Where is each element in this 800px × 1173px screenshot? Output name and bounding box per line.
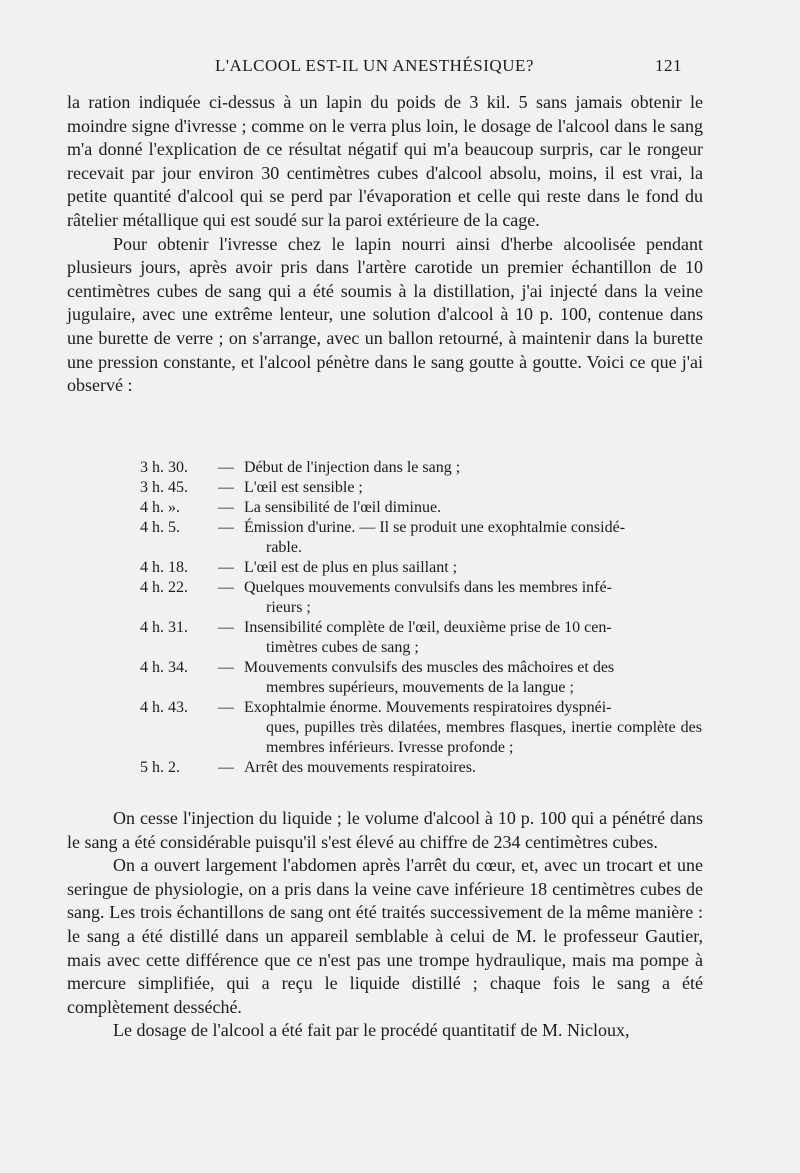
entry-first-line: La sensibilité de l'œil diminue. <box>244 499 442 516</box>
entry-dash: — <box>218 499 234 516</box>
observation-entry <box>140 518 702 558</box>
entry-dash: — <box>218 579 234 596</box>
entry-first-line: Quelques mouvements convulsifs dans les membres infé- <box>244 579 612 596</box>
observation-entry <box>140 658 702 698</box>
entry-continuation: ques, pupilles très dilatées, membres flasques, inertie complète des membres inférieurs. Ivresse profonde ; <box>266 719 702 756</box>
entry-continuation: membres supérieurs, mouvements de la langue ; <box>266 679 574 696</box>
observation-entry <box>140 458 702 478</box>
entry-continuation: timètres cubes de sang ; <box>266 639 419 656</box>
entry-text <box>240 478 702 498</box>
paragraph: Pour obtenir l'ivresse chez le lapin nourri ainsi d'herbe alcoolisée pendant plusieurs jours, après avoir pris dans l'artère carotide un premier échantillon de 10 centimètres cubes de sang qui a été soumis à la distillation, j'ai injecté dans la veine jugulaire, avec une extrême lenteur, une solution d'alcool à 10 p. 100, contenue dans une burette de verre ; on s'arrange, avec un ballon retourné, à maintenir dans la burette une pression constante, et l'alcool pénètre dans le sang goutte à goutte. Voici ce que j'ai observé : <box>67 233 703 396</box>
entry-time: 3 h. 45. <box>140 479 188 496</box>
entry-text <box>240 458 702 478</box>
entry-dash: — <box>218 699 234 716</box>
paragraph: Le dosage de l'alcool a été fait par le procédé quantitatif de M. Nicloux, <box>113 1020 630 1041</box>
entry-text <box>240 658 702 698</box>
entry-first-line: Insensibilité complète de l'œil, deuxième prise de 10 cen- <box>244 619 612 636</box>
observation-entry <box>140 558 702 578</box>
entry-first-line: L'œil est sensible ; <box>244 479 363 496</box>
entry-time: 4 h. 31. <box>140 619 188 636</box>
entry-dash: — <box>218 659 234 676</box>
entry-text <box>240 558 702 578</box>
entry-text <box>240 618 702 658</box>
entry-first-line: Mouvements convulsifs des muscles des mâchoires et des <box>244 659 615 676</box>
entry-continuation: rieurs ; <box>266 599 311 616</box>
entry-time: 3 h. 30. <box>140 459 188 476</box>
paragraph: la ration indiquée ci-dessus à un lapin du poids de 3 kil. 5 sans jamais obtenir le moindre signe d'ivresse ; comme on le verra plus loin, le dosage de l'alcool dans le sang m'a donné l'explication de ce résultat négatif qui m'a beaucoup surpris, car le rongeur recevait par jour environ 30 centimètres cubes d'alcool absolu, moins, il est vrai, la petite quantité d'alcool qui se perd par l'évaporation et celle qui reste dans le fond du râtelier métallique qui est soudé sur la paroi extérieure de la cage. <box>67 92 703 230</box>
entry-dash: — <box>218 459 234 476</box>
entry-time: 4 h. 22. <box>140 579 188 596</box>
entry-first-line: Début de l'injection dans le sang ; <box>244 459 461 476</box>
entry-text <box>240 578 702 618</box>
observation-entry <box>140 498 702 518</box>
entry-time: 4 h. 18. <box>140 559 188 576</box>
entry-first-line: Arrêt des mouvements respiratoires. <box>244 759 476 776</box>
entry-text <box>240 518 702 558</box>
entry-dash: — <box>218 759 234 776</box>
entry-time: 4 h. 43. <box>140 699 188 716</box>
entry-time: 4 h. ». <box>140 499 180 516</box>
top-text-block <box>67 91 703 398</box>
running-title: L'ALCOOL EST-IL UN ANESTHÉSIQUE? <box>215 56 534 75</box>
page-number: 121 <box>655 56 682 75</box>
entry-first-line: Émission d'urine. — Il se produit une exophtalmie considé- <box>244 519 626 536</box>
paragraph: On a ouvert largement l'abdomen après l'arrêt du cœur, et, avec un trocart et une seringue de physiologie, on a pris dans la veine cave inférieure 18 centimètres cubes de sang. Les trois échantillons de sang ont été traités successivement de la même manière : le sang a été distillé dans un appareil semblable à celui de M. le professeur Gautier, mais avec cette différence que ce n'est pas une trompe hydraulique, mais ma pompe à mercure simplifiée, qui a reçu le liquide distillé ; chaque fois le sang a été complètement desséché. <box>67 855 703 1017</box>
paragraph: On cesse l'injection du liquide ; le volume d'alcool à 10 p. 100 qui a pénétré dans le sang a été considérable puisqu'il s'est élevé au chiffre de 234 centimètres cubes. <box>67 808 703 852</box>
observation-entry <box>140 758 702 778</box>
entry-dash: — <box>218 619 234 636</box>
entry-text <box>240 498 702 518</box>
entry-first-line: L'œil est de plus en plus saillant ; <box>244 559 458 576</box>
observation-entry <box>140 698 702 758</box>
entry-text <box>240 758 702 778</box>
entry-dash: — <box>218 479 234 496</box>
entry-dash: — <box>218 559 234 576</box>
observation-list <box>140 458 702 778</box>
entry-time: 4 h. 5. <box>140 519 180 536</box>
entry-time: 4 h. 34. <box>140 659 188 676</box>
observation-entry <box>140 578 702 618</box>
bottom-text-block <box>67 807 703 1043</box>
entry-dash: — <box>218 519 234 536</box>
entry-time: 5 h. 2. <box>140 759 180 776</box>
entry-continuation: rable. <box>266 539 302 556</box>
observation-entry <box>140 618 702 658</box>
entry-first-line: Exophtalmie énorme. Mouvements respiratoires dyspnéi- <box>244 699 612 716</box>
entry-text <box>240 698 702 758</box>
observation-entry <box>140 478 702 498</box>
